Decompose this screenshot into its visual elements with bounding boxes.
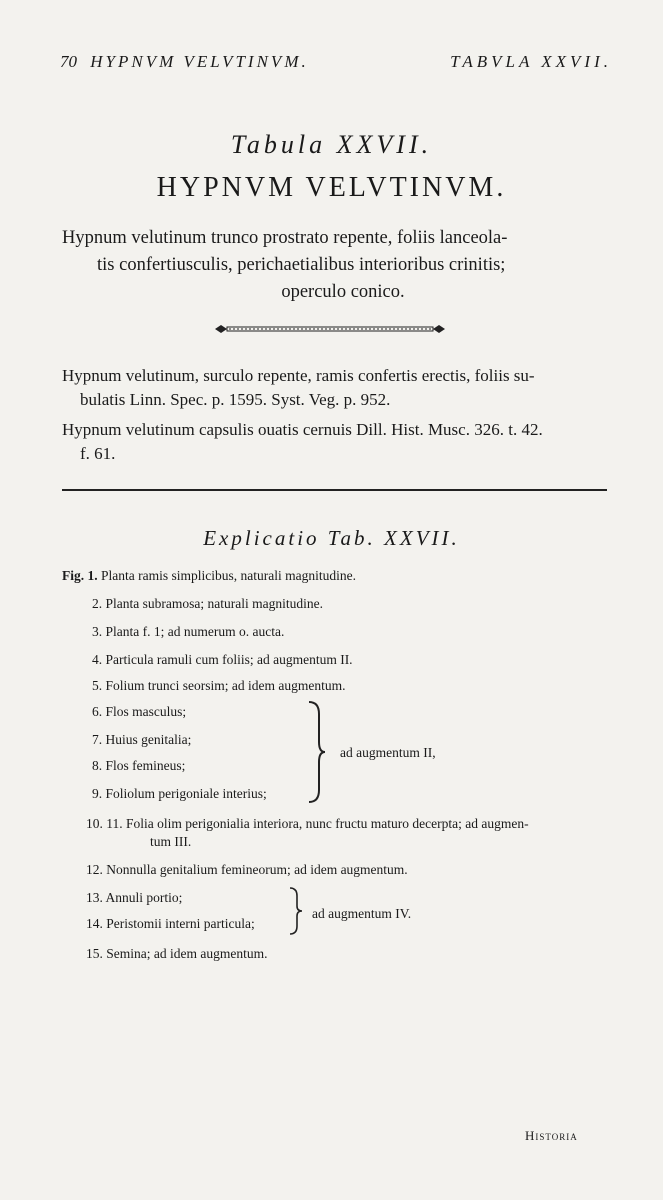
figure-entry-12: 12. Nonnulla genitalium femineorum; ad idem augmentum. [86, 862, 408, 877]
running-title: HYPNVM VELVTINVM. [90, 52, 309, 71]
brace-label-6-9: ad augmentum II, [340, 745, 436, 760]
synonym-1-line-2: bulatis Linn. Spec. p. 1595. Syst. Veg. p. 952. [80, 390, 391, 409]
brace-group-6-9 [305, 700, 327, 804]
figure-entry-13: 13. Annuli portio; [86, 890, 183, 905]
figure-entry-14: 14. Peristomii interni particula; [86, 916, 255, 931]
figure-entry-15: 15. Semina; ad idem augmentum. [86, 946, 268, 961]
explicatio-heading: Explicatio Tab. XXVII. [203, 526, 460, 550]
synonym-1-line-1: Hypnum velutinum, surculo repente, ramis confertis erectis, foliis su- [62, 366, 535, 385]
figure-entry-9: 9. Foliolum perigoniale interius; [92, 786, 267, 801]
page-number: 70 [60, 52, 77, 71]
section-rule [62, 489, 607, 491]
species-diagnosis [62, 225, 624, 306]
brace-group-13-14 [288, 886, 304, 936]
diagnosis-line-2: tis confertiusculis, perichaetialibus interioribus crinitis; [97, 255, 506, 275]
synonym-2-line-2: f. 61. [80, 444, 116, 463]
catchword: Historia [525, 1128, 578, 1143]
figure-entry-10-11-cont: tum III. [150, 834, 192, 849]
figure-entry-3: 3. Planta f. 1; ad numerum o. aucta. [92, 624, 285, 639]
tabula-heading: Tabula XXVII. [230, 130, 433, 159]
ornament-divider [215, 324, 445, 334]
figure-entry-7: 7. Huius genitalia; [92, 732, 192, 747]
figure-entry-2: 2. Planta subramosa; naturali magnitudine. [92, 596, 323, 611]
species-title: HYPNVM VELVTINVM. [156, 172, 507, 203]
figure-entry-6: 6. Flos masculus; [92, 704, 187, 719]
figure-entry-8: 8. Flos femineus; [92, 758, 186, 773]
diagnosis-line-1: Hypnum velutinum trunco prostrato repente, foliis lanceola- [62, 228, 508, 248]
synonym-dillenius [62, 418, 622, 466]
plate-reference: TABVLA XXVII. [450, 52, 612, 71]
diagnosis-line-3: operculo conico. [281, 282, 405, 302]
synonym-linnaeus [62, 364, 622, 412]
figure-entry-10-11: 10. 11. Folia olim perigonialia interiora, nunc fructu maturo decerpta; ad augmen- [86, 816, 529, 831]
synonym-2-line-1: Hypnum velutinum capsulis ouatis cernuis Dill. Hist. Musc. 326. t. 42. [62, 420, 543, 439]
brace-label-13-14: ad augmentum IV. [312, 906, 412, 921]
figure-entry-1: Fig. 1. Planta ramis simplicibus, naturali magnitudine. [62, 568, 356, 583]
running-header [60, 52, 620, 72]
figure-entry-5: 5. Folium trunci seorsim; ad idem augmentum. [92, 678, 346, 693]
figure-entry-4: 4. Particula ramuli cum foliis; ad augmentum II. [92, 652, 353, 667]
